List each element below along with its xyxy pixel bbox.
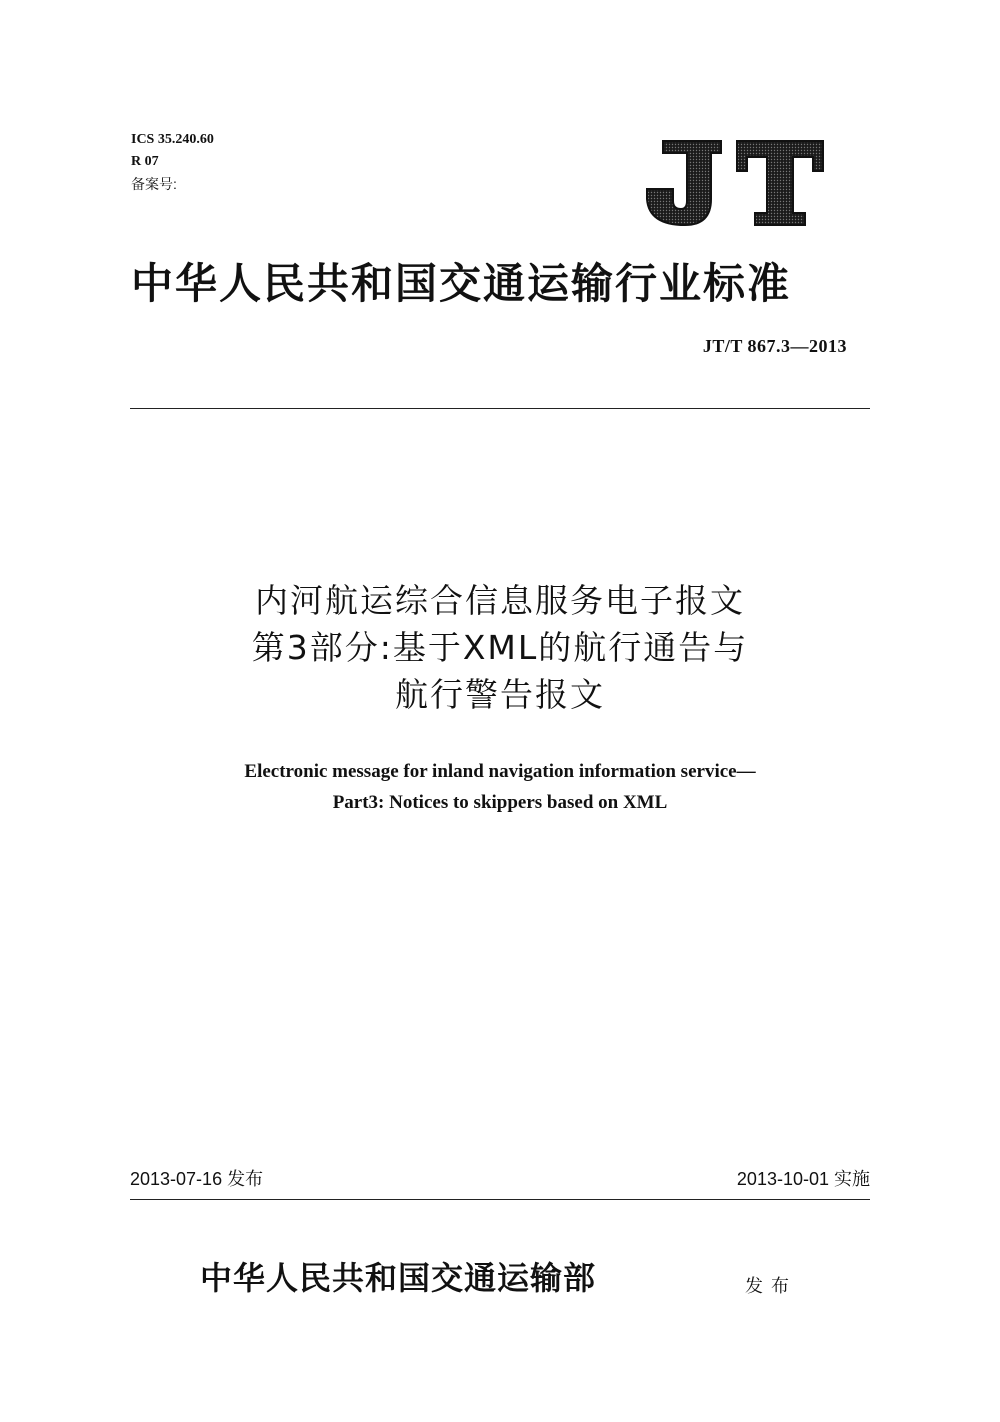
logo-text: JT: [733, 197, 734, 198]
filing-number: 备案号:: [131, 176, 177, 192]
document-title-line-2: 第3部分:基于XML的航行通告与: [251, 628, 749, 667]
ics-code: ICS 35.240.60: [131, 132, 214, 147]
classification-block: [131, 129, 214, 195]
document-title-line-1: 内河航运综合信息服务电子报文: [255, 581, 745, 620]
jt-logo: [641, 137, 826, 229]
standard-code: JT/T 867.3—2013: [702, 336, 847, 356]
logo-letter-j: [647, 141, 721, 225]
document-title-line-3: 航行警告报文: [395, 675, 605, 714]
bottom-divider: [130, 1199, 870, 1200]
standard-title: 中华人民共和国交通运输行业标准: [131, 259, 792, 308]
top-divider: [130, 408, 870, 409]
english-title: [130, 756, 870, 818]
logo-letter-t: [737, 141, 823, 225]
r-code: R 07: [131, 154, 159, 169]
implement-date: 2013-10-01 实施: [736, 1169, 870, 1189]
publisher-name: 中华人民共和国交通运输部: [200, 1259, 597, 1297]
english-title-line-2: Part3: Notices to skippers based on XML: [332, 792, 668, 813]
publisher-action: 发布: [745, 1276, 797, 1297]
english-title-line-1: Electronic message for inland navigation information service—: [244, 761, 756, 782]
publish-date: 2013-07-16 发布: [130, 1169, 264, 1189]
document-title: [130, 577, 870, 718]
